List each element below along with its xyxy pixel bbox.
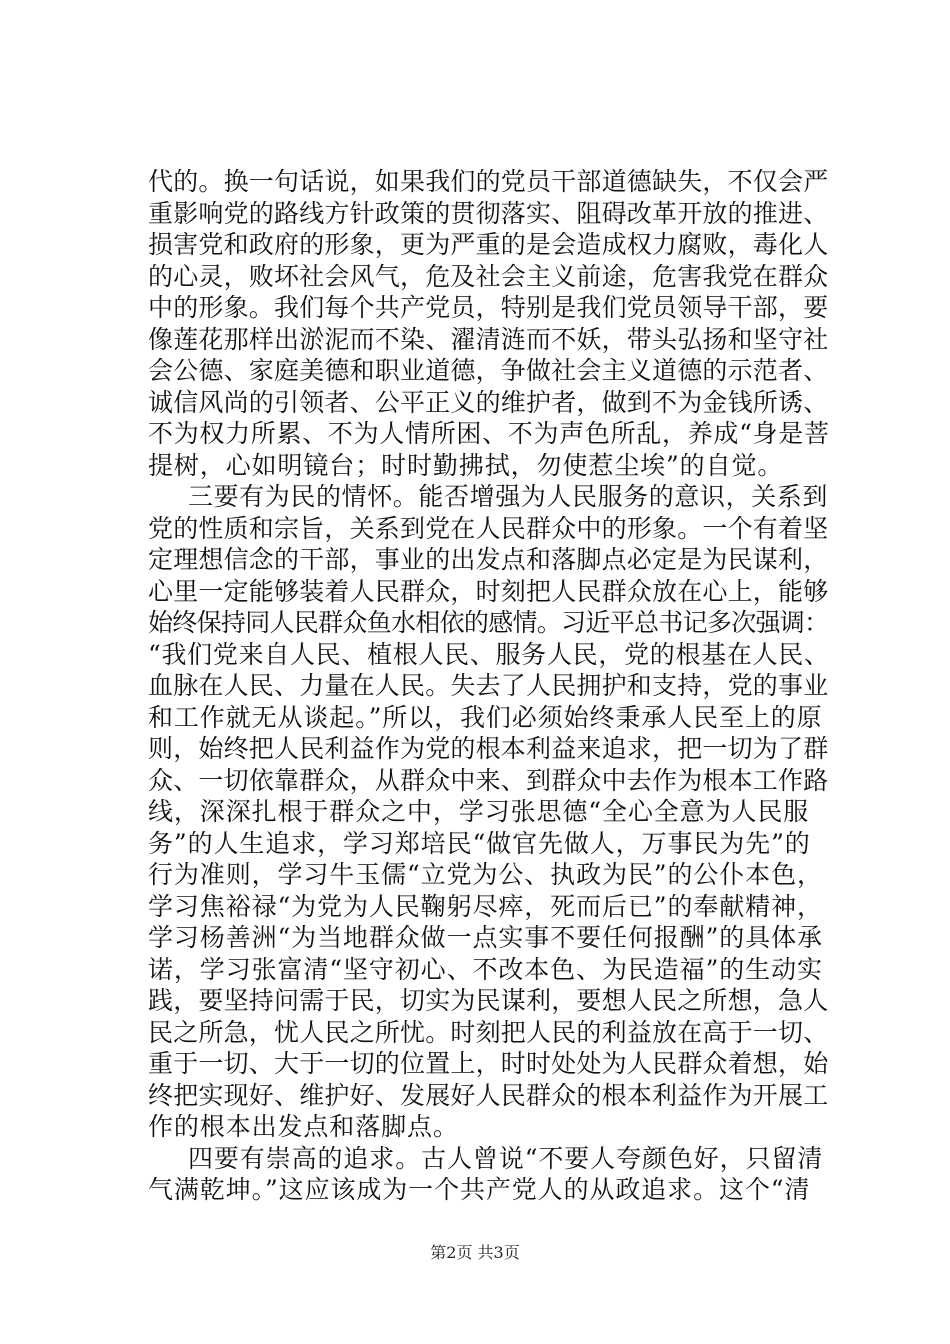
text-line: 学习焦裕禄“为党为人民鞠躬尽瘁，死而后已”的奉献精神，: [148, 891, 823, 921]
text-line: 会公德、家庭美德和职业道德，争做社会主义道德的示范者、: [148, 356, 829, 385]
text-line: 终把实现好、维护好、发展好人民群众的根本利益作为开展工: [148, 1080, 829, 1110]
text-line: 学习杨善洲“为当地群众做一点实事不要任何报酬”的具体承: [148, 923, 823, 952]
text-line: 众、一切依靠群众，从群众中来、到群众中去作为根本工作路: [148, 765, 829, 795]
text-line: 四要有崇高的追求。古人曾说“不要人夸颜色好，只留清: [188, 1143, 824, 1173]
text-line: 的心灵，败坏社会风气，危及社会主义前途，危害我党在群众: [148, 261, 829, 291]
text-line: 诺，学习张富清“坚守初心、不改本色、为民造福”的生动实: [148, 954, 823, 984]
text-line: 行为准则，学习牛玉儒“立党为公、执政为民”的公仆本色，: [148, 860, 823, 889]
text-line: 损害党和政府的形象，更为严重的是会造成权力腐败，毒化人: [148, 230, 829, 259]
text-line: 重影响党的路线方针政策的贯彻落实、阻碍改革开放的推进、: [148, 198, 829, 228]
text-line: 重于一切、大于一切的位置上，时时处处为人民群众着想，始: [148, 1049, 829, 1078]
text-line: 定理想信念的干部，事业的出发点和落脚点必定是为民谋利，: [148, 545, 829, 574]
text-line: 和工作就无从谈起。”所以，我们必须始终秉承人民至上的原: [148, 702, 823, 732]
text-line: 像莲花那样出淤泥而不染、濯清涟而不妖，带头弘扬和坚守社: [148, 324, 829, 354]
text-line: 三要有为民的情怀。能否增强为人民服务的意识，关系到: [188, 482, 829, 511]
text-line: 践，要坚持问需于民，切实为民谋利，要想人民之所想，急人: [148, 986, 829, 1015]
text-line: 党的性质和宗旨，关系到党在人民群众中的形象。一个有着坚: [148, 513, 829, 543]
text-line: 血脉在人民、力量在人民。失去了人民拥护和支持，党的事业: [148, 671, 829, 700]
text-line: 务”的人生追求，学习郑培民“做官先做人，万事民为先”的: [148, 828, 811, 858]
text-line: 诚信风尚的引领者、公平正义的维护者，做到不为金钱所诱、: [148, 387, 829, 417]
text-line: 代的。换一句话说，如果我们的党员干部道德缺失，不仅会严: [148, 167, 829, 196]
page-footer: 第2页 共3页: [430, 1243, 520, 1262]
document-body: [148, 166, 828, 1206]
text-line: 提树，心如明镜台；时时勤拂拭，勿使惹尘埃”的自觉。: [148, 450, 784, 480]
text-line: 作的根本出发点和落脚点。: [148, 1112, 459, 1141]
text-line: 线，深深扎根于群众之中，学习张思德“全心全意为人民服: [148, 797, 810, 826]
text-line: 民之所急，忧人民之所忧。时刻把人民的利益放在高于一切、: [148, 1017, 829, 1047]
text-line: “我们党来自人民、植根人民、服务人民，党的根基在人民、: [148, 639, 830, 669]
text-line: 始终保持同人民群众鱼水相依的感情。习近平总书记多次强调：: [148, 608, 829, 637]
text-line: 则，始终把人民利益作为党的根本利益来追求，把一切为了群: [148, 734, 829, 763]
text-line: 气满乾坤。”这应该成为一个共产党人的从政追求。这个“清: [148, 1175, 811, 1204]
text-line: 中的形象。我们每个共产党员，特别是我们党员领导干部，要: [148, 293, 829, 322]
text-line: 心里一定能够装着人民群众，时刻把人民群众放在心上，能够: [148, 576, 829, 606]
text-line: 不为权力所累、不为人情所困、不为声色所乱，养成“身是菩: [148, 419, 830, 448]
